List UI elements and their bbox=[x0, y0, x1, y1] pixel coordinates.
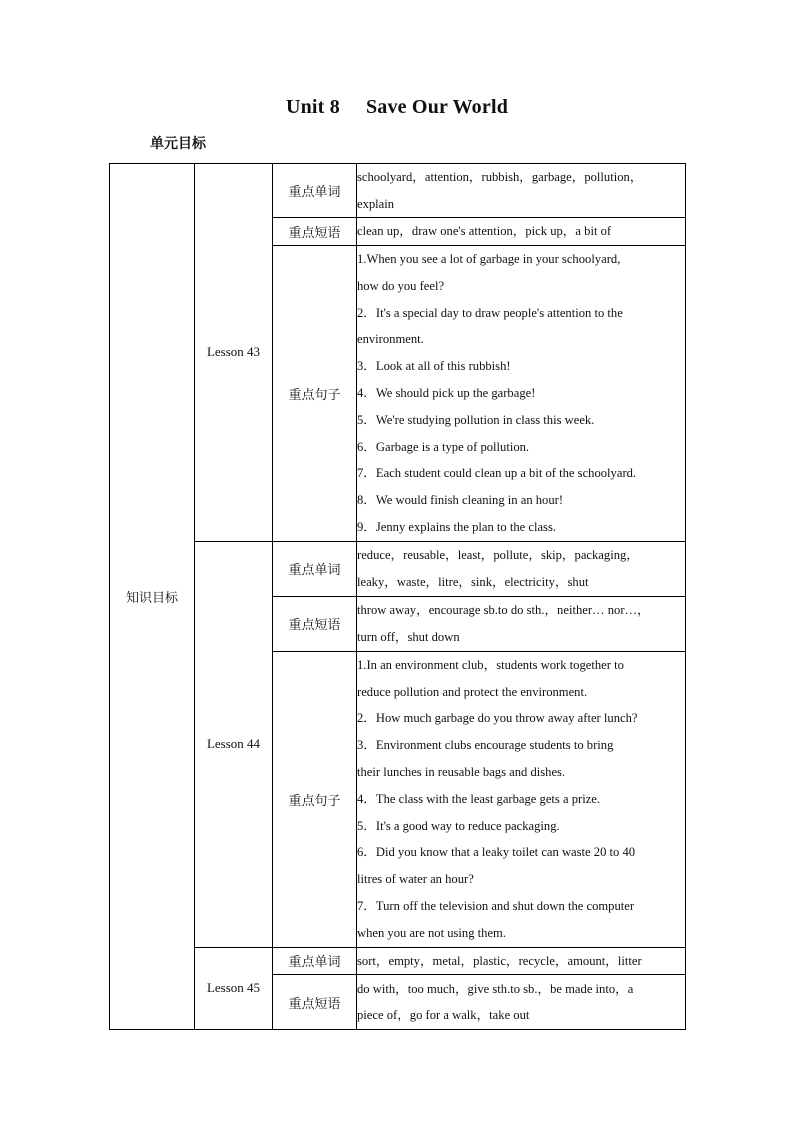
sentence-line: 3．Look at all of this rubbish! bbox=[357, 359, 511, 374]
sentence-line: 1.When you see a lot of garbage in your schoolyard, bbox=[357, 252, 621, 266]
section-heading: 单元目标 bbox=[150, 136, 206, 152]
words-cell bbox=[357, 164, 686, 218]
sentence-line: 8．We would finish cleaning in an hour! bbox=[357, 493, 564, 508]
words-cell bbox=[357, 541, 686, 596]
content-line: explain bbox=[357, 196, 395, 211]
content-line: leaky，waste，litre，sink，electricity，shut bbox=[357, 574, 589, 589]
page-title bbox=[0, 96, 794, 119]
category-label: 重点短语 bbox=[273, 596, 357, 651]
sentence-line: 7．Turn off the television and shut down the computer bbox=[357, 898, 635, 913]
category-label: 重点短语 bbox=[273, 975, 357, 1030]
lesson-name: Lesson 44 bbox=[195, 541, 273, 947]
sentence-line: reduce pollution and protect the environment. bbox=[357, 684, 588, 699]
sentence-line: 9．Jenny explains the plan to the class. bbox=[357, 519, 557, 534]
content-line: sort，empty，metal，plastic，recycle，amount，litter bbox=[357, 953, 642, 968]
content-line: turn off，shut down bbox=[357, 629, 460, 644]
sentence-line: environment. bbox=[357, 332, 424, 347]
sentences-cell bbox=[357, 246, 686, 542]
category-label: 重点单词 bbox=[273, 947, 357, 975]
sentence-line: litres of water an hour? bbox=[357, 872, 474, 887]
sentence-line: 6．Garbage is a type of pollution. bbox=[357, 439, 530, 454]
phrases-cell bbox=[357, 596, 686, 651]
words-cell bbox=[357, 947, 686, 975]
lesson-name: Lesson 43 bbox=[195, 164, 273, 542]
sentence-line: 6．Did you know that a leaky toilet can waste 20 to 40 bbox=[357, 845, 636, 860]
sentence-line: 2．It's a special day to draw people's attention to the bbox=[357, 305, 623, 320]
category-label: 重点单词 bbox=[273, 541, 357, 596]
sentences-cell bbox=[357, 651, 686, 947]
sentence-line: 2．How much garbage do you throw away after lunch? bbox=[357, 711, 638, 726]
table-row bbox=[110, 541, 686, 596]
category-label: 重点短语 bbox=[273, 218, 357, 246]
sentence-line: 7．Each student could clean up a bit of the schoolyard. bbox=[357, 466, 637, 481]
phrases-cell bbox=[357, 975, 686, 1030]
unit-number: Unit 8 bbox=[285, 96, 340, 118]
table-row bbox=[110, 164, 686, 218]
sentence-line: how do you feel? bbox=[357, 278, 445, 293]
objectives-table bbox=[109, 163, 686, 1030]
table-row bbox=[110, 947, 686, 975]
content-line: clean up，draw one's attention，pick up，a bit of bbox=[357, 224, 612, 239]
category-label: 重点单词 bbox=[273, 164, 357, 218]
lesson-name: Lesson 45 bbox=[195, 947, 273, 1030]
sentence-line: 5．We're studying pollution in class this week. bbox=[357, 412, 595, 427]
phrases-cell bbox=[357, 218, 686, 246]
category-label: 重点句子 bbox=[273, 651, 357, 947]
sentence-line: 1.In an environment club，students work together to bbox=[357, 657, 624, 672]
sentence-line: 4．The class with the least garbage gets a prize. bbox=[357, 791, 601, 806]
sentence-line: when you are not using them. bbox=[357, 925, 506, 940]
content-line: schoolyard，attention，rubbish，garbage，pollution， bbox=[357, 170, 643, 184]
category-cell: 知识目标 bbox=[110, 164, 195, 1030]
unit-title: Save Our World bbox=[365, 96, 509, 118]
sentence-line: their lunches in reusable bags and dishes. bbox=[357, 764, 566, 779]
content-line: throw away，encourage sb.to do sth.，neither… nor…， bbox=[357, 603, 650, 618]
content-line: piece of，go for a walk，take out bbox=[357, 1008, 530, 1023]
content-line: reduce，reusable，least，pollute，skip，packaging， bbox=[357, 548, 639, 563]
sentence-line: 5．It's a good way to reduce packaging. bbox=[357, 818, 560, 833]
category-label: 重点句子 bbox=[273, 246, 357, 542]
sentence-line: 4．We should pick up the garbage! bbox=[357, 385, 536, 400]
sentence-line: 3．Environment clubs encourage students to bring bbox=[357, 738, 614, 753]
content-line: do with，too much，give sth.to sb.，be made into，a bbox=[357, 981, 634, 996]
